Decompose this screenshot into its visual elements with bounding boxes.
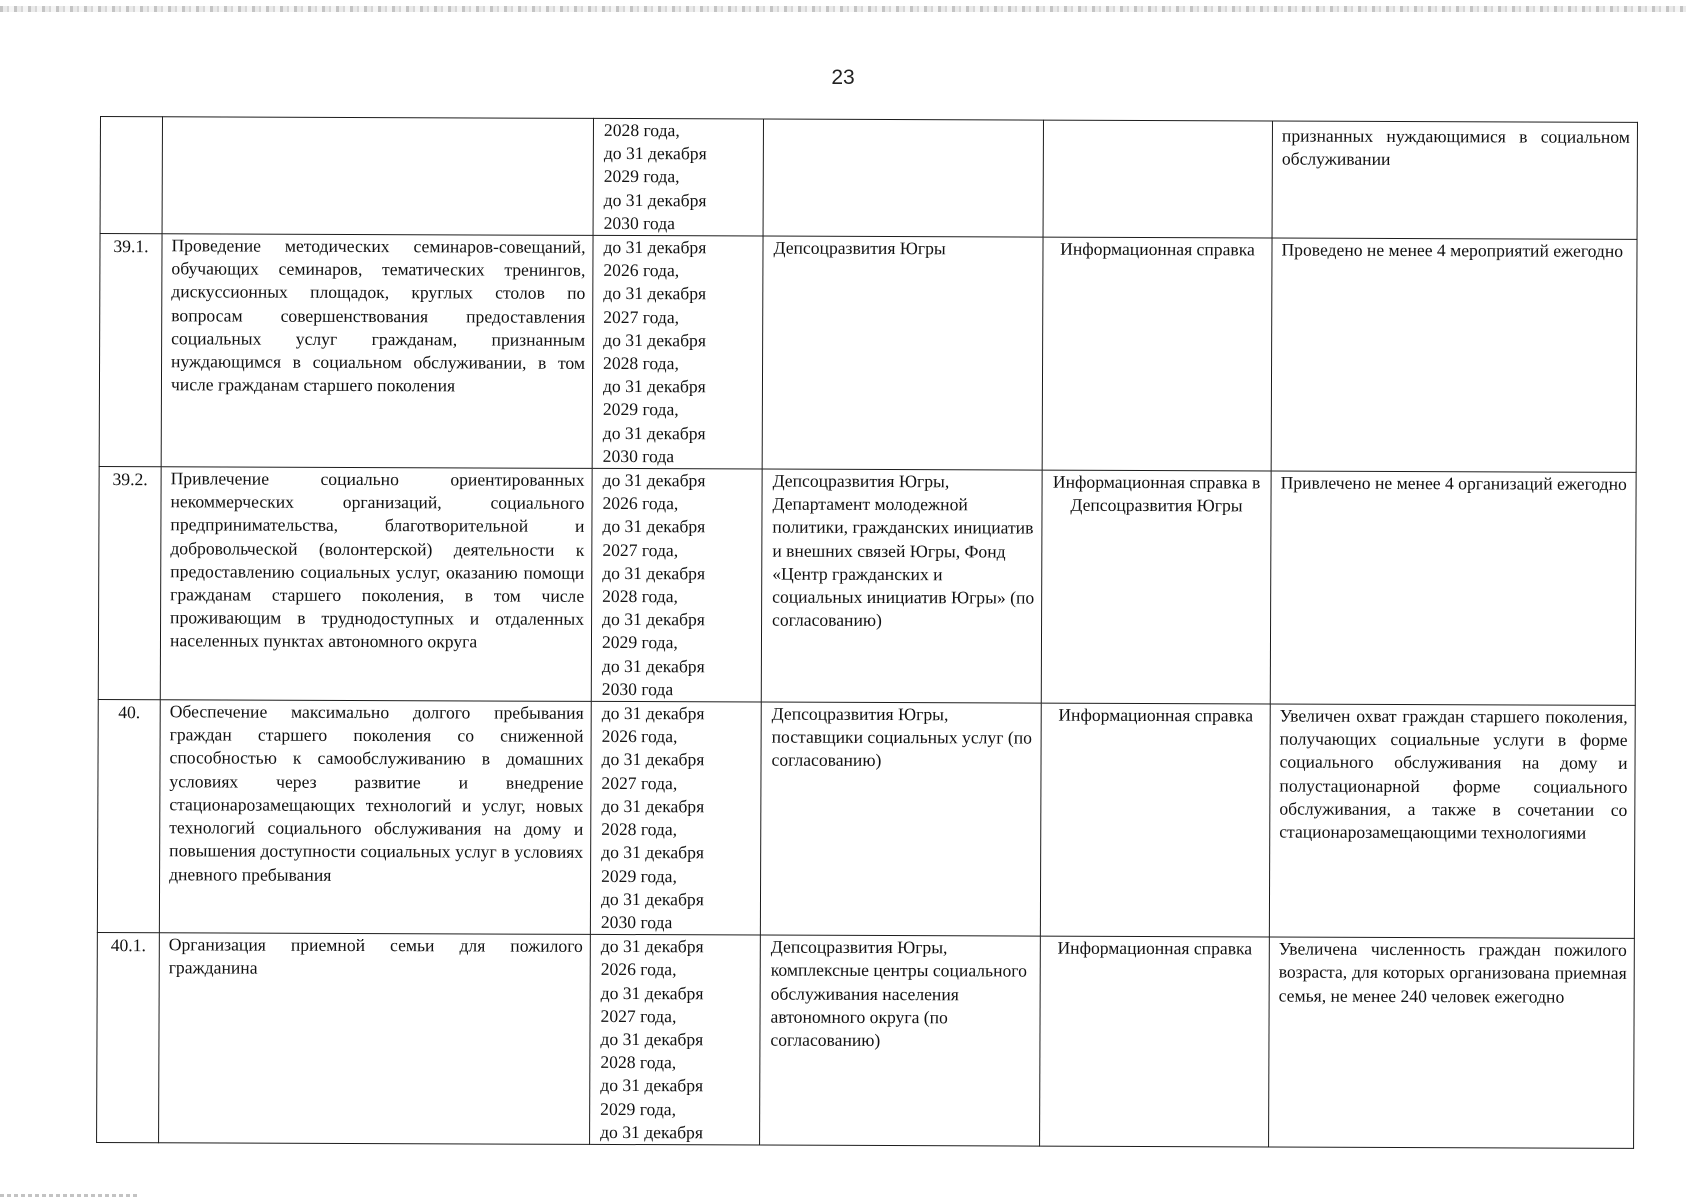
cell-number: 40.1.: [97, 933, 160, 1143]
cell-deadline: [590, 934, 761, 1144]
cell-deadline: [590, 701, 761, 935]
cell-result: Привлечено не менее 4 организаций ежегодно: [1270, 471, 1636, 705]
deadline-line: до 31 декабря: [601, 655, 705, 676]
activities-table: [96, 116, 1638, 1149]
deadline-line: до 31 декабря: [603, 189, 707, 210]
page-number: 23: [831, 66, 855, 89]
cell-number: [100, 117, 162, 234]
deadline-line: 2028 года,: [603, 119, 680, 141]
deadline-line: до 31 декабря: [600, 1121, 703, 1143]
cell-executor: Депсоцразвития Югры, поставщики социальных услуг (по согласованию): [760, 702, 1041, 936]
deadline-line: до 31 декабря: [602, 516, 706, 537]
deadline-line: 2026 года,: [600, 959, 677, 980]
cell-document: Информационная справка: [1040, 936, 1270, 1147]
cell-executor: Депсоцразвития Югры, Департамент молодежной политики, гражданских инициатив и внешних связей Югры, Фонд «Центр гражданских и социальных инициатив Югры» (по согласованию): [761, 469, 1042, 703]
deadline-line: 2029 года,: [603, 166, 680, 187]
deadline-line: 2027 года,: [600, 1005, 677, 1026]
deadline-line: до 31 декабря: [600, 1028, 704, 1050]
deadline-line: 2028 года,: [601, 819, 678, 840]
deadline-line: 2030 года: [600, 911, 673, 933]
deadline-line: до 31 декабря: [603, 143, 707, 164]
scan-edge-bottom: [0, 1194, 140, 1197]
deadline-line: 2030 года: [603, 212, 676, 234]
deadline-line: до 31 декабря: [601, 703, 705, 724]
deadline-line: до 31 декабря: [602, 376, 706, 397]
cell-executor: [763, 119, 1043, 237]
cell-event: Обеспечение максимально долгого пребывания граждан старшего поколения со сниженной способностью к самообслуживанию в домашних условиях через развитие и внедрение стационарозамещающих технологий и услуг, новых технологий социального обслуживания на дому и повышения доступности социальных услуг в условиях дневного пребывания: [159, 700, 591, 935]
cell-result: признанных нуждающимися в социальном обслуживании: [1272, 121, 1637, 239]
deadline-line: 2029 года,: [600, 1098, 677, 1119]
cell-executor: Депсоцразвития Югры, комплексные центры социального обслуживания населения автономного округа (по согласованию): [760, 935, 1041, 1146]
cell-result: Проведено не менее 4 мероприятий ежегодно: [1271, 238, 1637, 472]
deadline-line: до 31 декабря: [602, 609, 705, 630]
deadline-line: до 31 декабря: [601, 749, 705, 770]
deadline-line: до 31 декабря: [603, 236, 707, 258]
deadline-line: 2029 года,: [602, 399, 679, 420]
deadline-line: до 31 декабря: [601, 795, 705, 817]
deadline-line: 2028 года,: [600, 1052, 677, 1073]
cell-event: Привлечение социально ориентированных некоммерческих организаций, социального предпринимательства, благотворительной и добровольческой (волонтерской) деятельности к предоставлению социальных услуг, оказанию помощи гражданам старшего поколения, в том числе проживающим в труднодоступных и отдаленных населенных пунктах автономного округа: [160, 467, 592, 702]
deadline-line: до 31 декабря: [600, 888, 704, 910]
cell-result: Увеличен охват граждан старшего поколения, получающих социальные услуги в форме социального обслуживания на дому и полустационарной форме социального обслуживания, а также в сочетании со стационарозамещающими технологиями: [1269, 704, 1635, 938]
deadline-line: 2027 года,: [601, 772, 678, 793]
deadline-line: до 31 декабря: [600, 1075, 704, 1096]
deadline-line: 2029 года,: [601, 632, 678, 653]
deadline-line: 2030 года: [602, 445, 675, 467]
cell-number: 39.2.: [98, 467, 161, 700]
deadline-line: 2026 года,: [601, 726, 678, 747]
deadline-line: 2027 года,: [603, 306, 680, 327]
deadline-line: до 31 декабря: [602, 562, 706, 584]
scan-edge-top: [0, 6, 1686, 12]
cell-number: 40.: [97, 700, 160, 933]
cell-event: Проведение методических семинаров-совещаний, обучающих семинаров, тематических тренингов, дискуссионных площадок, круглых столов по вопросам совершенствования предоставления социальных услуг гражданам, признанным нуждающимся в социальном обслуживании, в том числе гражданам старшего поколения: [161, 234, 593, 469]
table-row: [99, 234, 1637, 473]
cell-document: [1043, 120, 1272, 238]
table-row: [97, 700, 1635, 939]
cell-result: Увеличена численность граждан пожилого возраста, для которых организована приемная семья, не менее 240 человек ежегодно: [1269, 937, 1635, 1148]
cell-event: Организация приемной семьи для пожилого гражданина: [159, 933, 591, 1144]
deadline-line: 2026 года,: [603, 260, 680, 281]
deadline-line: до 31 декабря: [602, 422, 706, 443]
deadline-line: до 31 декабря: [601, 842, 705, 863]
cell-document: Информационная справка в Депсоцразвития Югры: [1041, 470, 1271, 704]
deadline-line: 2028 года,: [603, 352, 679, 374]
deadline-line: до 31 декабря: [603, 283, 707, 304]
cell-document: Информационная справка: [1042, 237, 1272, 471]
deadline-line: 2030 года: [601, 678, 674, 700]
deadline-line: 2026 года,: [602, 493, 679, 514]
cell-event: [162, 117, 593, 236]
table-row: [97, 933, 1635, 1149]
cell-document: Информационная справка: [1040, 703, 1270, 937]
table-row: [100, 117, 1637, 240]
cell-deadline: [591, 468, 762, 702]
cell-executor: Депсоцразвития Югры: [762, 236, 1043, 470]
deadline-line: 2027 года,: [602, 539, 679, 560]
deadline-line: 2029 года,: [601, 865, 677, 886]
cell-deadline: [592, 235, 763, 469]
deadline-line: до 31 декабря: [602, 469, 706, 491]
deadline-line: до 31 декабря: [600, 982, 704, 1003]
table-row: [98, 467, 1636, 706]
cell-deadline: [593, 118, 763, 236]
deadline-line: до 31 декабря: [603, 329, 707, 351]
deadline-line: до 31 декабря: [600, 936, 704, 957]
deadline-line: 2028 года,: [602, 585, 679, 607]
cell-number: 39.1.: [99, 234, 162, 467]
